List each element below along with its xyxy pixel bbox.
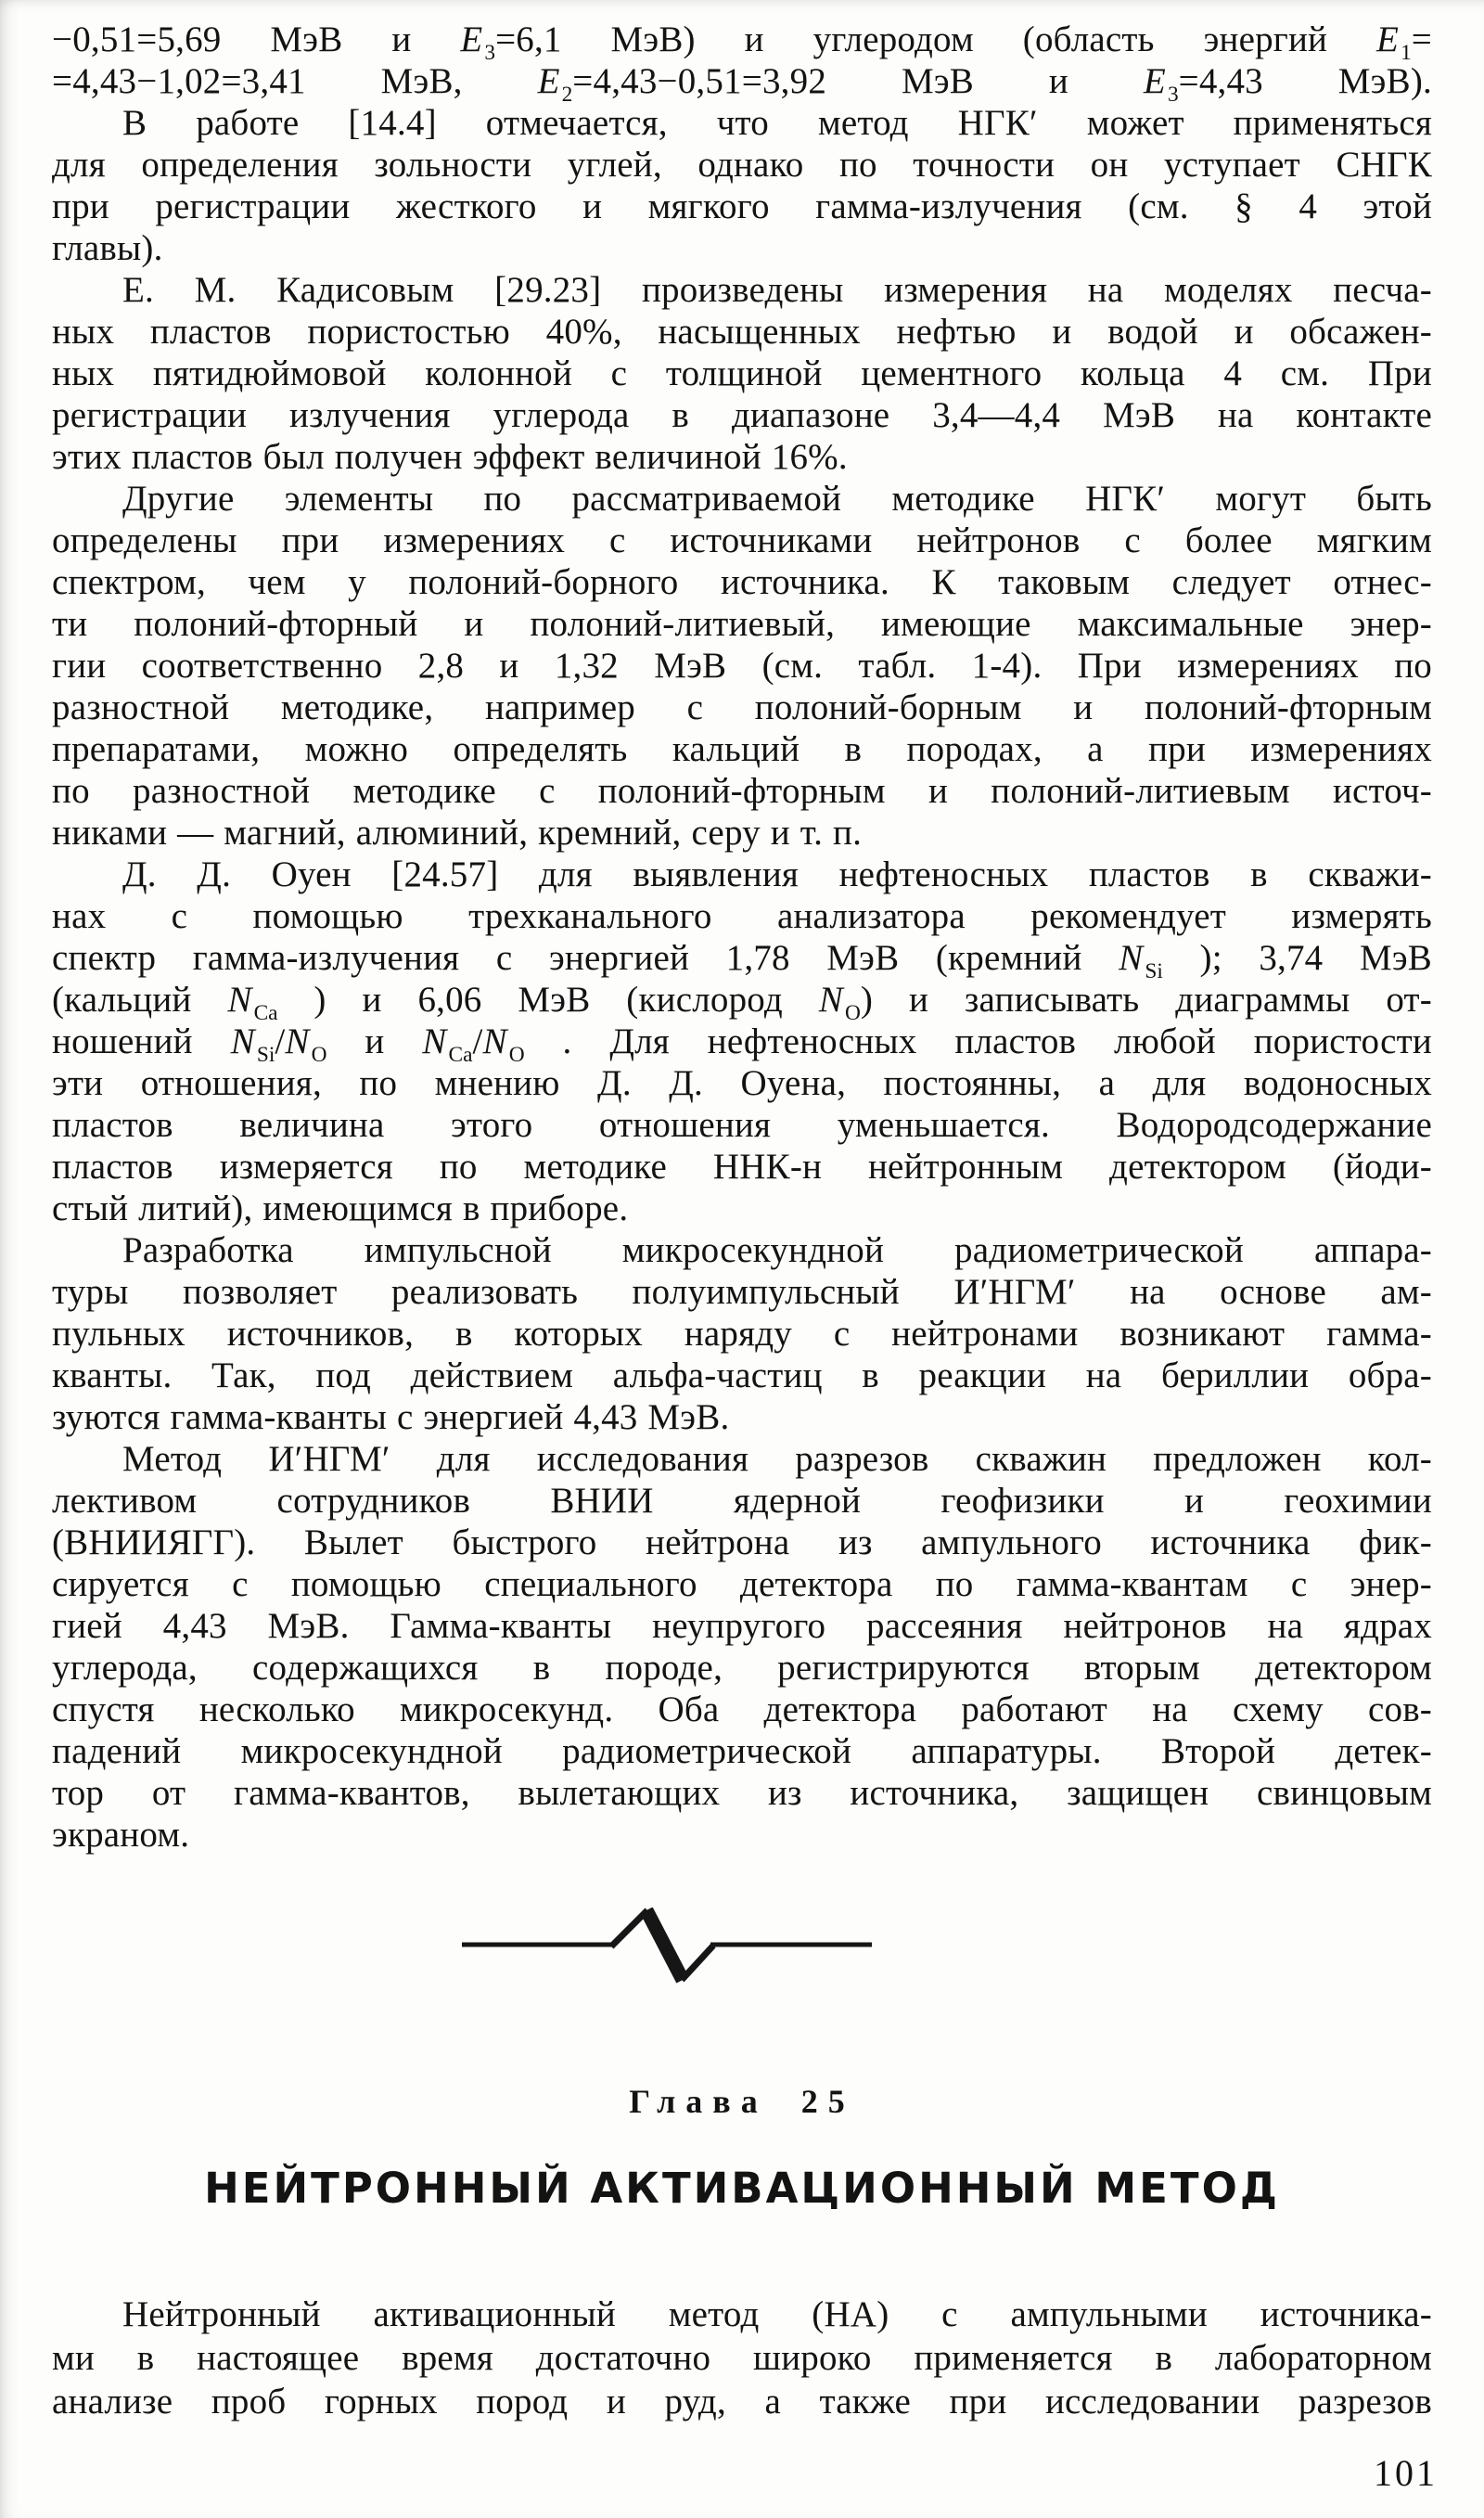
paragraph — [52, 102, 1432, 269]
text-line: (ВНИИЯГГ). Вылет быстрого нейтрона из ампульного источника фик- — [52, 1522, 1432, 1562]
body-text-section — [52, 19, 1432, 1856]
chapter-intro-section — [52, 2293, 1432, 2423]
text-line: анализе проб горных пород и руд, а также при исследовании разрезов — [52, 2382, 1432, 2422]
chapter-number-heading: Глава 25 — [629, 2083, 855, 2120]
text-line: разностной методике, например с полоний-борным и полоний-фторным — [52, 687, 1432, 727]
paragraph — [52, 1438, 1432, 1856]
text-line: препаратами, можно определять кальций в породах, а при измерениях — [52, 729, 1432, 769]
text-line: гией 4,43 МэВ. Гамма-кванты неупругого рассеяния нейтронов на ядрах — [52, 1606, 1432, 1646]
pulse-divider-icon — [460, 1908, 874, 1985]
paragraph — [52, 2293, 1432, 2423]
text-line: ти полоний-фторный и полоний-литиевый, имеющие максимальные энер- — [52, 604, 1432, 644]
text-line: никами — магний, алюминий, кремний, серу и т. п. — [52, 813, 863, 853]
text-line: Нейтронный активационный метод (НА) с ампульными источника- — [122, 2294, 1432, 2334]
text-line: спектром, чем у полоний-борного источника. К таковым следует отнес- — [52, 562, 1432, 602]
text-line: пульных источников, в которых наряду с нейтронами возникают гамма- — [52, 1314, 1432, 1354]
paragraph — [52, 1229, 1432, 1438]
paragraph — [52, 269, 1432, 478]
text-line: Е. М. Кадисовым [29.23] произведены измерения на моделях песча- — [122, 270, 1432, 310]
text-line: Разработка импульсной микросекундной радиометрической аппара- — [122, 1230, 1432, 1270]
text-line: падений микросекундной радиометрической аппаратуры. Второй детек- — [52, 1731, 1432, 1771]
text-line: Д. Д. Оуен [24.57] для выявления нефтеносных пластов в скважи- — [122, 854, 1432, 894]
text-line: определены при измерениях с источниками нейтронов с более мягким — [52, 520, 1432, 560]
text-line: спустя несколько микросекунд. Оба детектора работают на схему сов- — [52, 1689, 1432, 1729]
text-line: тор от гамма-квантов, вылетающих из источника, защищен свинцовым — [52, 1773, 1432, 1813]
text-line: зуются гамма-кванты с энергией 4,43 МэВ. — [52, 1397, 730, 1437]
chapter-title-heading: НЕЙТРОННЫЙ АКТИВАЦИОННЫЙ МЕТОД — [204, 2164, 1280, 2213]
text-line: стый литий), имеющимся в приборе. — [52, 1188, 629, 1228]
text-line: спектр гамма-излучения с энергией 1,78 МэВ (кремний $N_{Si}$ ); 3,74 МэВ — [52, 938, 1432, 983]
text-line: кванты. Так, под действием альфа-частиц в реакции на бериллии обра- — [52, 1355, 1432, 1395]
text-line: регистрации излучения углерода в диапазоне 3,4—4,4 МэВ на контакте — [52, 395, 1432, 435]
text-line: туры позволяет реализовать полуимпульсный И′НГМ′ на основе ам- — [52, 1272, 1432, 1312]
text-line: ношений $N_{Si}/N_O$ и $N_{Ca}/N_O$ . Для нефтеносных пластов любой пористости — [52, 1021, 1432, 1067]
section-divider-ornament — [460, 1908, 874, 1985]
text-line: для определения зольности углей, однако по точности он уступает СНГК — [52, 145, 1432, 185]
text-line: В работе [14.4] отмечается, что метод НГК′ может применяться — [122, 103, 1432, 143]
text-line: =4,43−1,02=3,41 МэВ, $E_2=4,43-0,51=3,92$ МэВ и $E_3=4,43$ МэВ). — [52, 61, 1432, 107]
text-line: углерода, содержащихся в породе, регистрируются вторым детектором — [52, 1648, 1432, 1688]
text-line: −0,51=5,69 МэВ и $E_3=6,1$ МэВ) и углеродом (область энергий $E_1=$ — [52, 19, 1432, 65]
text-line: по разностной методике с полоний-фторным и полоний-литиевым источ- — [52, 771, 1432, 811]
text-line: эти отношения, по мнению Д. Д. Оуена, постоянны, а для водоносных — [52, 1063, 1432, 1103]
text-line: Метод И′НГМ′ для исследования разрезов скважин предложен кол- — [122, 1439, 1432, 1479]
text-line: ных пятидюймовой колонной с толщиной цементного кольца 4 см. При — [52, 353, 1432, 393]
page-number: 101 — [1374, 2452, 1438, 2494]
text-line: Другие элементы по рассматриваемой методике НГК′ могут быть — [122, 479, 1432, 519]
text-line: (кальций $N_{Ca}$ ) и 6,06 МэВ (кислород $N_O$) и записывать диаграммы от- — [52, 980, 1432, 1025]
text-line: пластов измеряется по методике ННК-н нейтронным детектором (йоди- — [52, 1147, 1432, 1187]
text-line: нах с помощью трехканального анализатора рекомендует измерять — [52, 896, 1432, 936]
paragraph — [52, 19, 1432, 107]
text-line: ных пластов пористостью 40%, насыщенных нефтью и водой и обсажен- — [52, 312, 1432, 352]
text-line: главы). — [52, 228, 163, 268]
text-line: сируется с помощью специального детектора по гамма-квантам с энер- — [52, 1564, 1432, 1604]
paragraph — [52, 854, 1432, 1229]
text-line: гии соответственно 2,8 и 1,32 МэВ (см. табл. 1-4). При измерениях по — [52, 646, 1432, 686]
paragraph — [52, 478, 1432, 854]
text-line: при регистрации жесткого и мягкого гамма-излучения (см. § 4 этой — [52, 186, 1432, 226]
text-line: пластов величина этого отношения уменьшается. Водородсодержание — [52, 1105, 1432, 1145]
text-line: ми в настоящее время достаточно широко применяется в лабораторном — [52, 2338, 1432, 2378]
text-line: лективом сотрудников ВНИИ ядерной геофизики и геохимии — [52, 1481, 1432, 1521]
text-line: этих пластов был получен эффект величиной 16%. — [52, 437, 848, 477]
text-line: экраном. — [52, 1815, 190, 1855]
